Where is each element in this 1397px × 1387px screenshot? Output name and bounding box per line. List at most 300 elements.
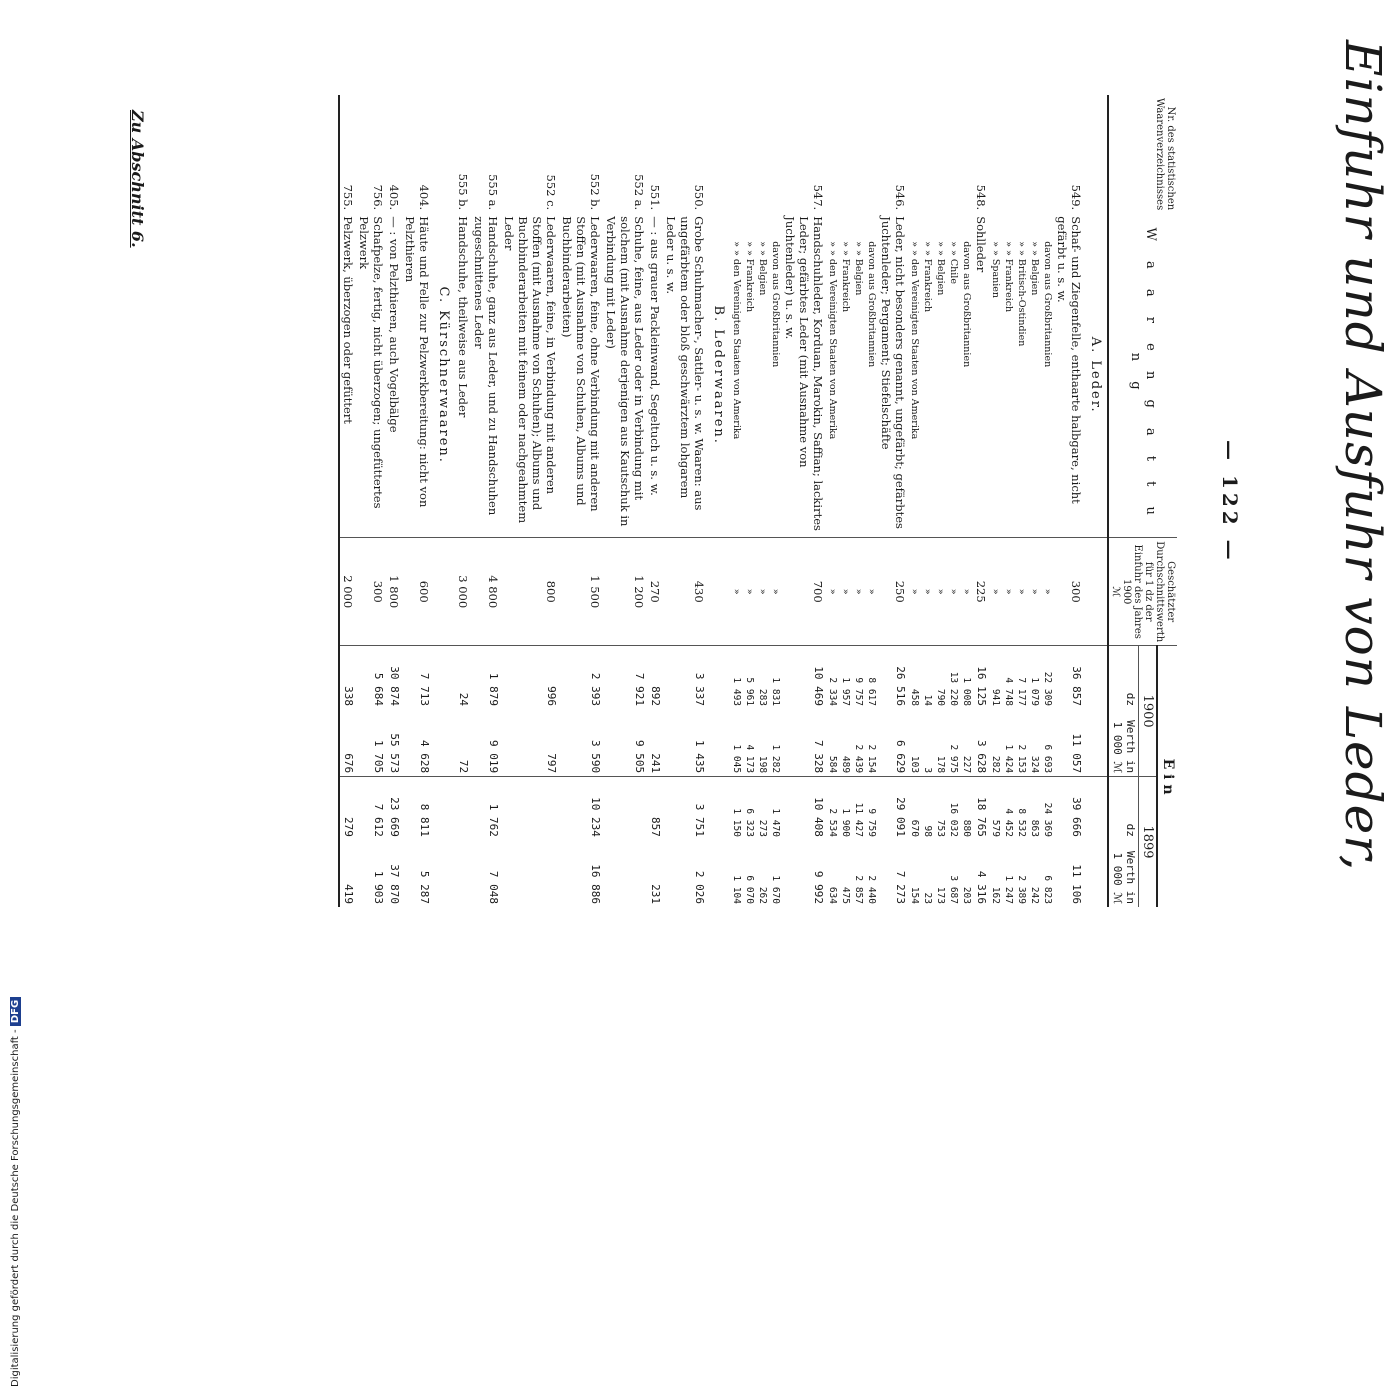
cell-nr <box>826 95 839 213</box>
cell-goods: davon aus Großbritannien <box>770 241 781 368</box>
year-1900-header: 1900 <box>1138 646 1157 777</box>
cell-dz1900: 338 <box>339 646 356 709</box>
cell-dz1900: 5 684 <box>356 646 386 709</box>
cell-w1899 <box>707 840 730 907</box>
cell-dz1900: 10 469 <box>782 646 826 709</box>
cell-w1900: 2 153 <box>1016 744 1027 774</box>
cell-dz1900: 14 <box>921 646 934 709</box>
cell-goods: A. Leder. <box>1088 336 1103 414</box>
cell-goods: » » Belgien <box>1029 241 1040 296</box>
cell-goods: — : aus grauer Packleinwand, Segeltuch u. s. w. <box>648 216 662 496</box>
cell-dz1900: 13 220 <box>947 646 960 709</box>
cell-w1900: 4 173 <box>744 744 755 774</box>
cell-dz1899: 16 032 <box>947 777 960 840</box>
cell-dz1899: 10 234 <box>559 777 603 840</box>
cell-goods: davon aus Großbritannien <box>1042 241 1053 368</box>
cell-w1900: 198 <box>757 755 768 774</box>
table-row <box>973 95 989 907</box>
cell-nr <box>1028 95 1041 213</box>
cell-dz1899: 1 470 <box>769 777 782 840</box>
cell-dz1899: 8 532 <box>1015 777 1028 840</box>
table-body <box>339 95 1108 907</box>
cell-w1900: 1 435 <box>693 739 706 774</box>
cell-nr: 405. <box>387 184 401 211</box>
table-row <box>339 95 356 907</box>
cell-val: » <box>769 538 782 646</box>
cell-nr: 549. <box>1069 184 1083 211</box>
cell-w1899 <box>455 840 471 907</box>
cell-w1900: 11 057 <box>1070 733 1083 774</box>
wert-1900-header: Werth in 1 000 ℳ <box>1108 709 1138 777</box>
cell-w1899: 7 273 <box>894 870 907 904</box>
cell-w1900: 3 628 <box>975 739 988 774</box>
cell-dz1899: 3 751 <box>663 777 707 840</box>
cell-goods: Häute und Felle zur Pelzwerkbereitung: nicht von Pelzthieren <box>403 216 431 508</box>
cell-dz1899: 9 759 <box>865 777 878 840</box>
cell-w1900: 7 328 <box>812 739 825 774</box>
cell-val: » <box>1002 538 1015 646</box>
cell-w1899: 7 048 <box>487 870 500 904</box>
col-nr-header: Nr. des statistischen Waarenverzeichnisses <box>1108 95 1177 213</box>
cell-dz1899 <box>432 777 455 840</box>
cell-nr <box>743 95 756 213</box>
cell-w1899: 2 857 <box>853 875 864 904</box>
cell-nr <box>947 95 960 213</box>
cell-goods: » » Frankreich <box>1003 241 1014 313</box>
cell-w1899 <box>432 840 455 907</box>
cell-dz1899 <box>455 777 471 840</box>
cell-dz1900 <box>432 646 455 709</box>
cell-w1900: 9 505 <box>633 739 646 774</box>
cell-w1900: 1 705 <box>372 739 385 774</box>
cell-val: 1 800 <box>386 538 402 646</box>
cell-w1900: 489 <box>840 755 851 774</box>
table-row <box>386 95 402 907</box>
cell-val: » <box>852 538 865 646</box>
table-row <box>402 95 432 907</box>
cell-dz1900: 8 617 <box>865 646 878 709</box>
cell-dz1900: 283 <box>756 646 769 709</box>
cell-w1899: 2 440 <box>866 875 877 904</box>
cell-goods: » » den Vereinigten Staaten von Amerika <box>827 241 838 440</box>
sub-row <box>1002 95 1015 907</box>
cell-val: » <box>743 538 756 646</box>
cell-dz1900: 7 921 <box>603 646 647 709</box>
cell-goods: » » den Vereinigten Staaten von Amerika <box>731 241 742 440</box>
table-row <box>603 95 647 907</box>
cell-dz1899: 18 765 <box>973 777 989 840</box>
cell-goods: » » den Vereinigten Staaten von Amerika <box>909 241 920 440</box>
sub-row <box>852 95 865 907</box>
cell-val <box>707 538 730 646</box>
cell-val: » <box>1041 538 1054 646</box>
cell-w1899: 11 106 <box>1070 864 1083 904</box>
cell-dz1899: 29 091 <box>878 777 908 840</box>
table-row <box>501 95 559 907</box>
cell-dz1899: 10 408 <box>782 777 826 840</box>
cell-w1900: 2 975 <box>948 744 959 774</box>
cell-w1900 <box>432 709 455 777</box>
cell-goods: » » Belgien <box>853 241 864 296</box>
cell-dz1899 <box>1084 777 1108 840</box>
cell-goods: » » Frankreich <box>922 241 933 313</box>
cell-w1900: 103 <box>909 755 920 774</box>
cell-w1899: 475 <box>840 886 851 904</box>
cell-val: 3 000 <box>455 538 471 646</box>
cell-goods: davon aus Großbritannien <box>866 241 877 368</box>
cell-dz1899: 11 427 <box>852 777 865 840</box>
cell-dz1899: 857 <box>647 777 663 840</box>
cell-nr: 552 b. <box>588 173 602 211</box>
cell-dz1899: 273 <box>756 777 769 840</box>
col-value-est-text: Geschätzter Durchschnittswerth für 1 dz der Einfuhr des Jahres 1900 <box>1121 541 1176 643</box>
cell-dz1900: 7 177 <box>1015 646 1028 709</box>
cell-dz1900: 30 874 <box>386 646 402 709</box>
table-row <box>663 95 707 907</box>
dz-1899-header: dz <box>1108 777 1138 840</box>
cell-nr <box>769 95 782 213</box>
cell-w1899: 6 823 <box>1042 875 1053 904</box>
cell-val: 4 800 <box>471 538 501 646</box>
cell-dz1899: 1 150 <box>730 777 743 840</box>
cell-nr <box>707 95 730 213</box>
cell-nr <box>1002 95 1015 213</box>
cell-nr <box>852 95 865 213</box>
cell-dz1899: 8 811 <box>402 777 432 840</box>
cell-dz1899: 24 369 <box>1041 777 1054 840</box>
cell-val: » <box>826 538 839 646</box>
cell-w1899: 154 <box>909 886 920 904</box>
table-row <box>1054 95 1084 907</box>
cell-w1899: 262 <box>757 886 768 904</box>
cell-dz1899: 6 323 <box>743 777 756 840</box>
sub-row <box>1041 95 1054 907</box>
cell-w1899: 231 <box>649 884 662 904</box>
cell-w1900: 241 <box>649 753 662 774</box>
cell-val: » <box>921 538 934 646</box>
cell-val: 800 <box>501 538 559 646</box>
table-row <box>455 95 471 907</box>
cell-dz1900: 1 008 <box>960 646 973 709</box>
sub-row <box>743 95 756 907</box>
cell-nr <box>730 95 743 213</box>
sub-row <box>826 95 839 907</box>
cell-goods: davon aus Großbritannien <box>961 241 972 368</box>
cell-goods: Handschuhe, ganz aus Leder, und zu Handschuhen zugeschnittenes Leder <box>472 216 500 516</box>
cell-val: 1 500 <box>559 538 603 646</box>
sub-row <box>921 95 934 907</box>
cell-dz1900: 1 957 <box>839 646 852 709</box>
cell-w1899: 173 <box>935 886 946 904</box>
wert-1899-header: Werth in 1 000 ℳ <box>1108 840 1138 907</box>
cell-w1900: 55 573 <box>388 733 401 774</box>
cell-dz1899 <box>603 777 647 840</box>
cell-nr <box>756 95 769 213</box>
table-row <box>471 95 501 907</box>
cell-dz1900: 36 857 <box>1054 646 1084 709</box>
cell-goods: » » Frankreich <box>840 241 851 313</box>
cell-w1900: 3 <box>922 767 933 774</box>
col-goods-header: W a a r e n g a t t u n g <box>1108 213 1177 538</box>
cell-nr: 555 a. <box>486 174 500 211</box>
cell-w1900: 6 629 <box>894 739 907 774</box>
cell-goods: Handschuhe, theilweise aus Leder <box>456 216 470 418</box>
cell-dz1899: 880 <box>960 777 973 840</box>
cell-w1900: 227 <box>961 755 972 774</box>
cell-dz1900: 26 516 <box>878 646 908 709</box>
cell-w1899 <box>501 840 559 907</box>
cell-dz1900 <box>1084 646 1108 709</box>
cell-dz1899 <box>707 777 730 840</box>
cell-dz1899: 39 666 <box>1054 777 1084 840</box>
cell-val: 250 <box>878 538 908 646</box>
cell-dz1900: 996 <box>501 646 559 709</box>
cell-dz1900: 941 <box>989 646 1002 709</box>
cell-dz1900: 9 757 <box>852 646 865 709</box>
sub-row <box>947 95 960 907</box>
cell-w1900: 2 154 <box>866 744 877 774</box>
sidebar-text: Digitalisierung gefördert durch die Deutsche Forschungsgemeinschaft - <box>10 1029 21 1387</box>
cell-dz1899 <box>501 777 559 840</box>
cell-dz1900: 22 309 <box>1041 646 1054 709</box>
cell-goods: Sohlleder <box>974 216 988 273</box>
cell-val <box>432 538 455 646</box>
cell-w1900 <box>707 709 730 777</box>
cell-w1899: 3 687 <box>948 875 959 904</box>
section-label: Zu Abschnitt 6. <box>128 110 147 248</box>
cell-dz1899: 2 534 <box>826 777 839 840</box>
trade-table <box>338 95 1177 907</box>
sub-row <box>989 95 1002 907</box>
cell-w1899: 1 903 <box>372 870 385 904</box>
cell-nr <box>1084 95 1108 213</box>
cell-w1899: 37 870 <box>388 864 401 904</box>
sub-row <box>769 95 782 907</box>
cell-nr: 548. <box>974 184 988 211</box>
cell-dz1899: 1 762 <box>471 777 501 840</box>
cell-dz1899: 23 669 <box>386 777 402 840</box>
dz-1900-header: dz <box>1108 646 1138 709</box>
cell-w1899: 162 <box>990 886 1001 904</box>
cell-val: 430 <box>663 538 707 646</box>
sub-row <box>839 95 852 907</box>
cell-w1899: 4 316 <box>975 870 988 904</box>
cell-w1899: 242 <box>1029 886 1040 904</box>
cell-goods: Handschuhleder, Korduan, Marokin, Saffian; lackirtes Leder; gefärbtes Leder (mit Ausnahme von Juchtenleder) u. s. w. <box>783 216 825 531</box>
cell-goods: Lederwaaren, feine, ohne Verbindung mit anderen Stoffen (mit Ausnahme von Schuhen, Albums und Buchbinderarbeiten) <box>560 216 602 512</box>
cell-val: » <box>908 538 921 646</box>
cell-val: » <box>730 538 743 646</box>
cell-nr <box>921 95 934 213</box>
cell-w1899: 9 992 <box>812 870 825 904</box>
cell-val: » <box>1015 538 1028 646</box>
cell-w1899: 23 <box>922 892 933 904</box>
cell-dz1899: 579 <box>989 777 1002 840</box>
cell-nr <box>1041 95 1054 213</box>
cell-val: » <box>1028 538 1041 646</box>
cell-val: 600 <box>402 538 432 646</box>
cell-w1900: 3 590 <box>589 739 602 774</box>
cell-nr: 552 c. <box>544 174 558 211</box>
cell-nr: 555 b. <box>456 173 470 211</box>
cell-w1900: 324 <box>1029 755 1040 774</box>
table-row <box>559 95 603 907</box>
cell-goods: Lederwaaren, feine, in Verbindung mit anderen Stoffen (mit Ausnahme von Schuhen); Albums und Buchbinderarbeiten mit feinem oder nachgeahmtem Leder <box>502 216 558 524</box>
cell-val: » <box>865 538 878 646</box>
cell-dz1899: 279 <box>339 777 356 840</box>
page-title: Einfuhr und Ausfuhr von Leder, <box>1334 40 1392 872</box>
cell-val: » <box>947 538 960 646</box>
cell-dz1900: 1 831 <box>769 646 782 709</box>
cell-dz1900: 3 337 <box>663 646 707 709</box>
cell-dz1900: 2 393 <box>559 646 603 709</box>
cell-w1900: 72 <box>457 759 470 774</box>
cell-dz1899: 753 <box>934 777 947 840</box>
cell-val: 2 000 <box>339 538 356 646</box>
cell-w1899 <box>603 840 647 907</box>
cell-goods: » » Chile <box>948 241 959 284</box>
table-row <box>647 95 663 907</box>
cell-nr: 755. <box>341 184 355 211</box>
cell-nr: 551. <box>648 184 662 211</box>
cell-w1899: 2 389 <box>1016 875 1027 904</box>
cell-goods: — : von Pelzthieren, auch Vogelbälge <box>387 216 401 433</box>
cell-val: 300 <box>356 538 386 646</box>
sub-row <box>960 95 973 907</box>
section-heading-row <box>432 95 455 907</box>
section-heading-row <box>1084 95 1108 907</box>
cell-goods: Grobe Schuhmacher-, Sattler- u. s. w. Waaren: aus ungefärbtem oder bloß geschwärztem lohgarem Leder u. s. w. <box>664 216 706 511</box>
cell-val: » <box>839 538 852 646</box>
cell-goods: Schuhe, feine, aus Leder oder in Verbindung mit solchem (mit Ausnahme derjenigen aus Kautschuk in Verbindung mit Leder) <box>604 216 646 527</box>
cell-goods: » » Britisch-Ostindien <box>1016 241 1027 347</box>
cell-nr <box>989 95 1002 213</box>
sub-row <box>865 95 878 907</box>
cell-w1899: 203 <box>961 886 972 904</box>
sub-row <box>934 95 947 907</box>
cell-goods: Schafpelze, fertig, nicht überzogen; ungefüttertes Pelzwerk <box>357 216 385 509</box>
year-1899-header: 1899 <box>1138 777 1157 907</box>
cell-val <box>1084 538 1108 646</box>
cell-dz1900: 458 <box>908 646 921 709</box>
cell-goods: Leder, nicht besonders genannt, ungefärbt; gefärbtes Juchtenleder; Pergament; Stiefelschäfte <box>879 216 907 529</box>
cell-w1900: 1 045 <box>731 744 742 774</box>
col-value-est-unit: ℳ <box>1110 586 1121 598</box>
dfg-logo: DFG <box>10 997 21 1026</box>
cell-dz1900: 892 <box>647 646 663 709</box>
cell-dz1900: 7 713 <box>402 646 432 709</box>
cell-dz1900: 1 079 <box>1028 646 1041 709</box>
cell-dz1900: 2 334 <box>826 646 839 709</box>
sub-row <box>1028 95 1041 907</box>
cell-nr: 404. <box>417 184 431 211</box>
cell-dz1899: 1 900 <box>839 777 852 840</box>
cell-goods: Schaf- und Ziegenfelle, enthaarte halbgare, nicht gefärbt u. s. w. <box>1055 216 1083 504</box>
cell-goods: B. Lederwaaren. <box>711 305 726 445</box>
cell-nr <box>839 95 852 213</box>
cell-val: 300 <box>1054 538 1084 646</box>
cell-val: 270 <box>647 538 663 646</box>
cell-w1900: 282 <box>990 755 1001 774</box>
cell-nr <box>934 95 947 213</box>
cell-dz1899: 670 <box>908 777 921 840</box>
cell-w1899: 1 247 <box>1003 875 1014 904</box>
cell-dz1900: 5 961 <box>743 646 756 709</box>
cell-val: » <box>934 538 947 646</box>
cell-w1900: 178 <box>935 755 946 774</box>
cell-dz1900: 1 493 <box>730 646 743 709</box>
cell-nr: 550. <box>692 184 706 211</box>
sub-row <box>756 95 769 907</box>
sub-row <box>1015 95 1028 907</box>
sub-row <box>730 95 743 907</box>
cell-nr: 552 a. <box>632 174 646 211</box>
cell-w1900: 584 <box>827 755 838 774</box>
cell-w1899: 634 <box>827 886 838 904</box>
cell-dz1899: 7 612 <box>356 777 386 840</box>
section-heading-row <box>707 95 730 907</box>
page-number: — 122 — <box>1218 440 1242 564</box>
cell-val: » <box>756 538 769 646</box>
table-row <box>356 95 386 907</box>
cell-w1900: 2 439 <box>853 744 864 774</box>
cell-w1899: 16 886 <box>589 864 602 904</box>
cell-w1899: 419 <box>342 884 355 904</box>
cell-nr <box>865 95 878 213</box>
cell-w1899: 1 104 <box>731 875 742 904</box>
cell-w1900: 797 <box>545 753 558 774</box>
cell-nr <box>960 95 973 213</box>
cell-w1900: 9 019 <box>487 739 500 774</box>
cell-dz1899: 98 <box>921 777 934 840</box>
sidebar-note <box>10 993 21 1387</box>
cell-nr: 756. <box>371 184 385 211</box>
col-value-est-header <box>1108 538 1177 646</box>
cell-dz1900: 16 125 <box>973 646 989 709</box>
cell-dz1900 <box>707 646 730 709</box>
cell-dz1900: 790 <box>934 646 947 709</box>
cell-goods: » » Belgien <box>935 241 946 296</box>
cell-w1899: 6 070 <box>744 875 755 904</box>
cell-val: 1 200 <box>603 538 647 646</box>
cell-w1900 <box>1084 709 1108 777</box>
table-row <box>878 95 908 907</box>
cell-dz1899: 863 <box>1028 777 1041 840</box>
cell-w1900: 676 <box>342 753 355 774</box>
cell-dz1900: 1 879 <box>471 646 501 709</box>
cell-w1900: 1 282 <box>770 744 781 774</box>
cell-nr <box>432 95 455 213</box>
cell-goods: Pelzwerk, überzogen oder gefüttert <box>341 216 355 424</box>
cell-w1900: 6 693 <box>1042 744 1053 774</box>
cell-w1899: 2 026 <box>693 870 706 904</box>
cell-nr <box>908 95 921 213</box>
cell-dz1899: 4 452 <box>1002 777 1015 840</box>
cell-dz1900: 24 <box>455 646 471 709</box>
cell-w1899: 5 287 <box>418 870 431 904</box>
cell-goods: » » Spanien <box>990 241 1001 299</box>
sub-row <box>908 95 921 907</box>
cell-nr: 547. <box>811 184 825 211</box>
cell-val: 225 <box>973 538 989 646</box>
table-row <box>782 95 826 907</box>
cell-w1900: 4 628 <box>418 739 431 774</box>
cell-val: 700 <box>782 538 826 646</box>
cell-val: » <box>989 538 1002 646</box>
cell-goods: C. Kürschnerwaaren. <box>436 286 451 464</box>
cell-dz1900: 4 748 <box>1002 646 1015 709</box>
cell-w1900: 1 424 <box>1003 744 1014 774</box>
